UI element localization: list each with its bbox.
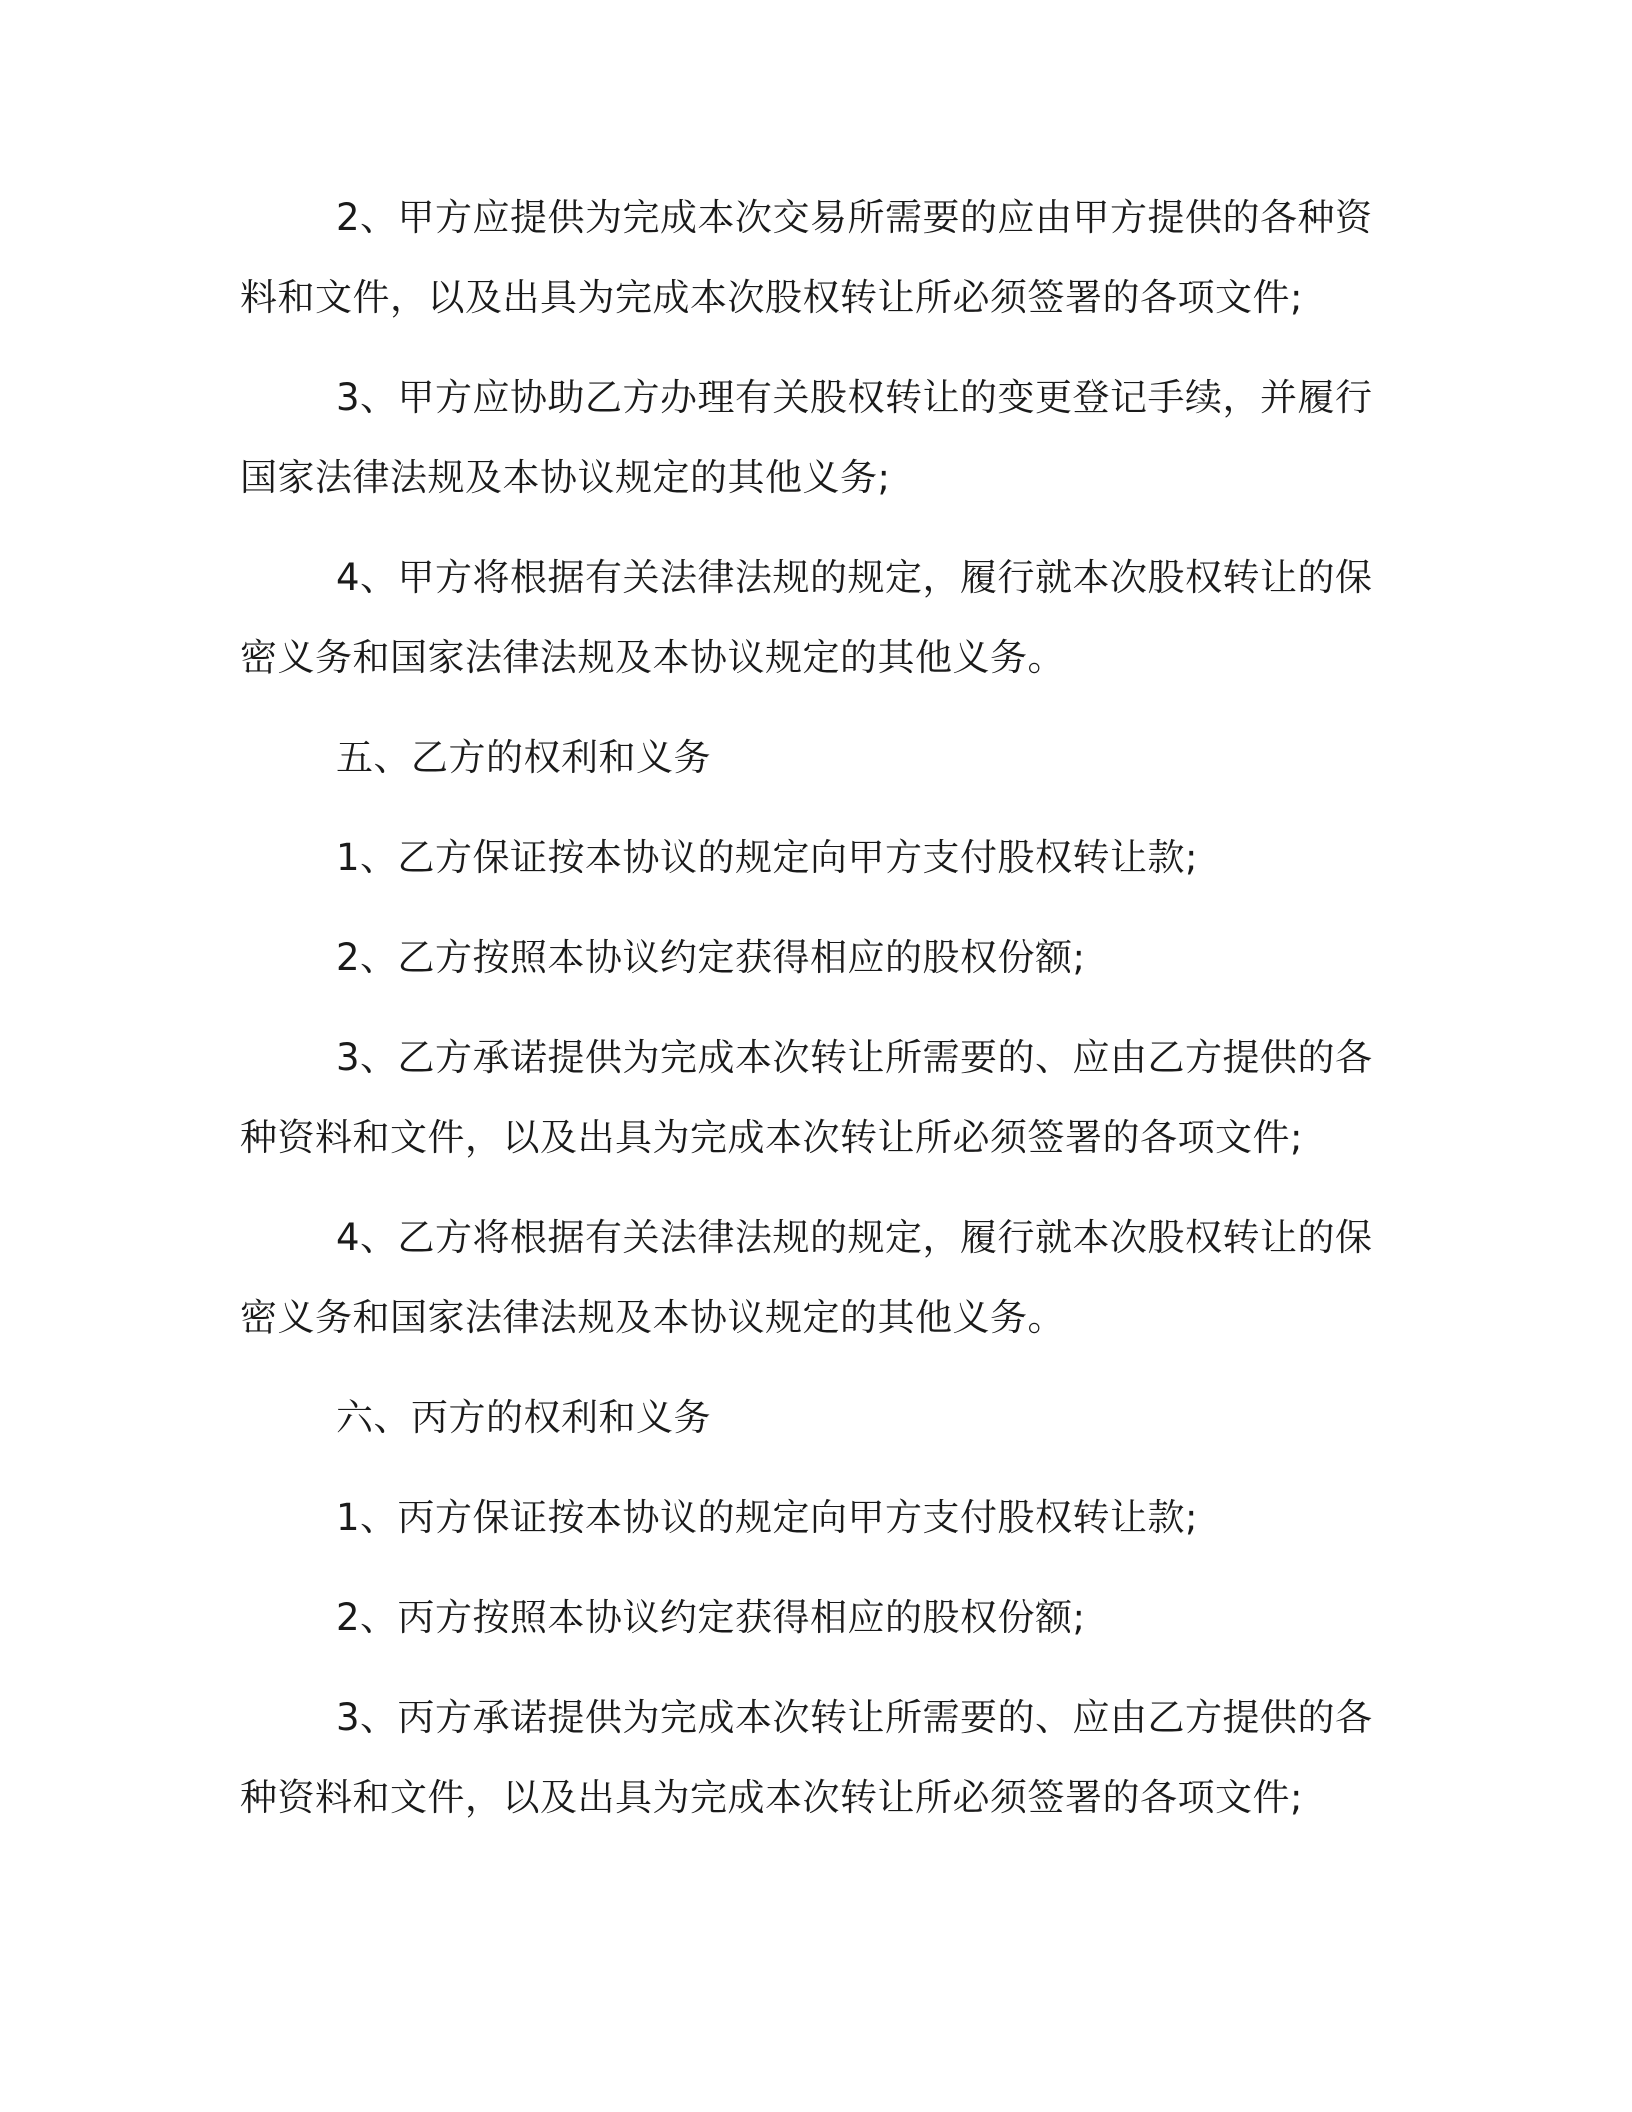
text-line: 4、甲方将根据有关法律法规的规定，履行就本次股权转让的保 [336,556,1373,599]
text-line: 种资料和文件，以及出具为完成本次转让所必须签署的各项文件; [240,1776,1303,1819]
text-line: 五、乙方的权利和义务 [336,736,711,779]
text-line: 2、丙方按照本协议约定获得相应的股权份额; [336,1596,1086,1639]
text-line: 1、丙方保证按本协议的规定向甲方支付股权转让款; [336,1496,1199,1539]
section-heading-party-c [240,1378,1360,1458]
text-line: 2、乙方按照本协议约定获得相应的股权份额; [336,936,1086,979]
text-line: 1、乙方保证按本协议的规定向甲方支付股权转让款; [336,836,1199,879]
text-line: 种资料和文件，以及出具为完成本次转让所必须签署的各项文件; [240,1116,1303,1159]
paragraph-3-party-a-registration [240,358,1373,518]
paragraph-3-party-b-documents [240,1018,1373,1178]
text-line: 3、乙方承诺提供为完成本次转让所需要的、应由乙方提供的各 [336,1036,1373,1079]
paragraph-2-party-b-shares [240,918,1360,998]
text-line: 六、丙方的权利和义务 [336,1396,711,1439]
paragraph-2-party-c-shares [240,1578,1360,1658]
paragraph-4-party-a-confidentiality [240,538,1373,698]
paragraph-2-party-a-documents [240,178,1373,338]
paragraph-3-party-c-documents [240,1678,1373,1838]
text-line: 密义务和国家法律法规及本协议规定的其他义务。 [240,1296,1065,1339]
text-line: 4、乙方将根据有关法律法规的规定，履行就本次股权转让的保 [336,1216,1373,1259]
section-heading-party-b [240,718,1360,798]
text-line: 国家法律法规及本协议规定的其他义务; [240,456,891,499]
paragraph-1-party-b-payment [240,818,1360,898]
text-line: 料和文件，以及出具为完成本次股权转让所必须签署的各项文件; [240,276,1303,319]
text-line: 3、甲方应协助乙方办理有关股权转让的变更登记手续，并履行 [336,376,1373,419]
paragraph-1-party-c-payment [240,1478,1360,1558]
paragraph-4-party-b-confidentiality [240,1198,1373,1358]
text-line: 密义务和国家法律法规及本协议规定的其他义务。 [240,636,1065,679]
text-line: 3、丙方承诺提供为完成本次转让所需要的、应由乙方提供的各 [336,1696,1373,1739]
text-line: 2、甲方应提供为完成本次交易所需要的应由甲方提供的各种资 [336,196,1373,239]
